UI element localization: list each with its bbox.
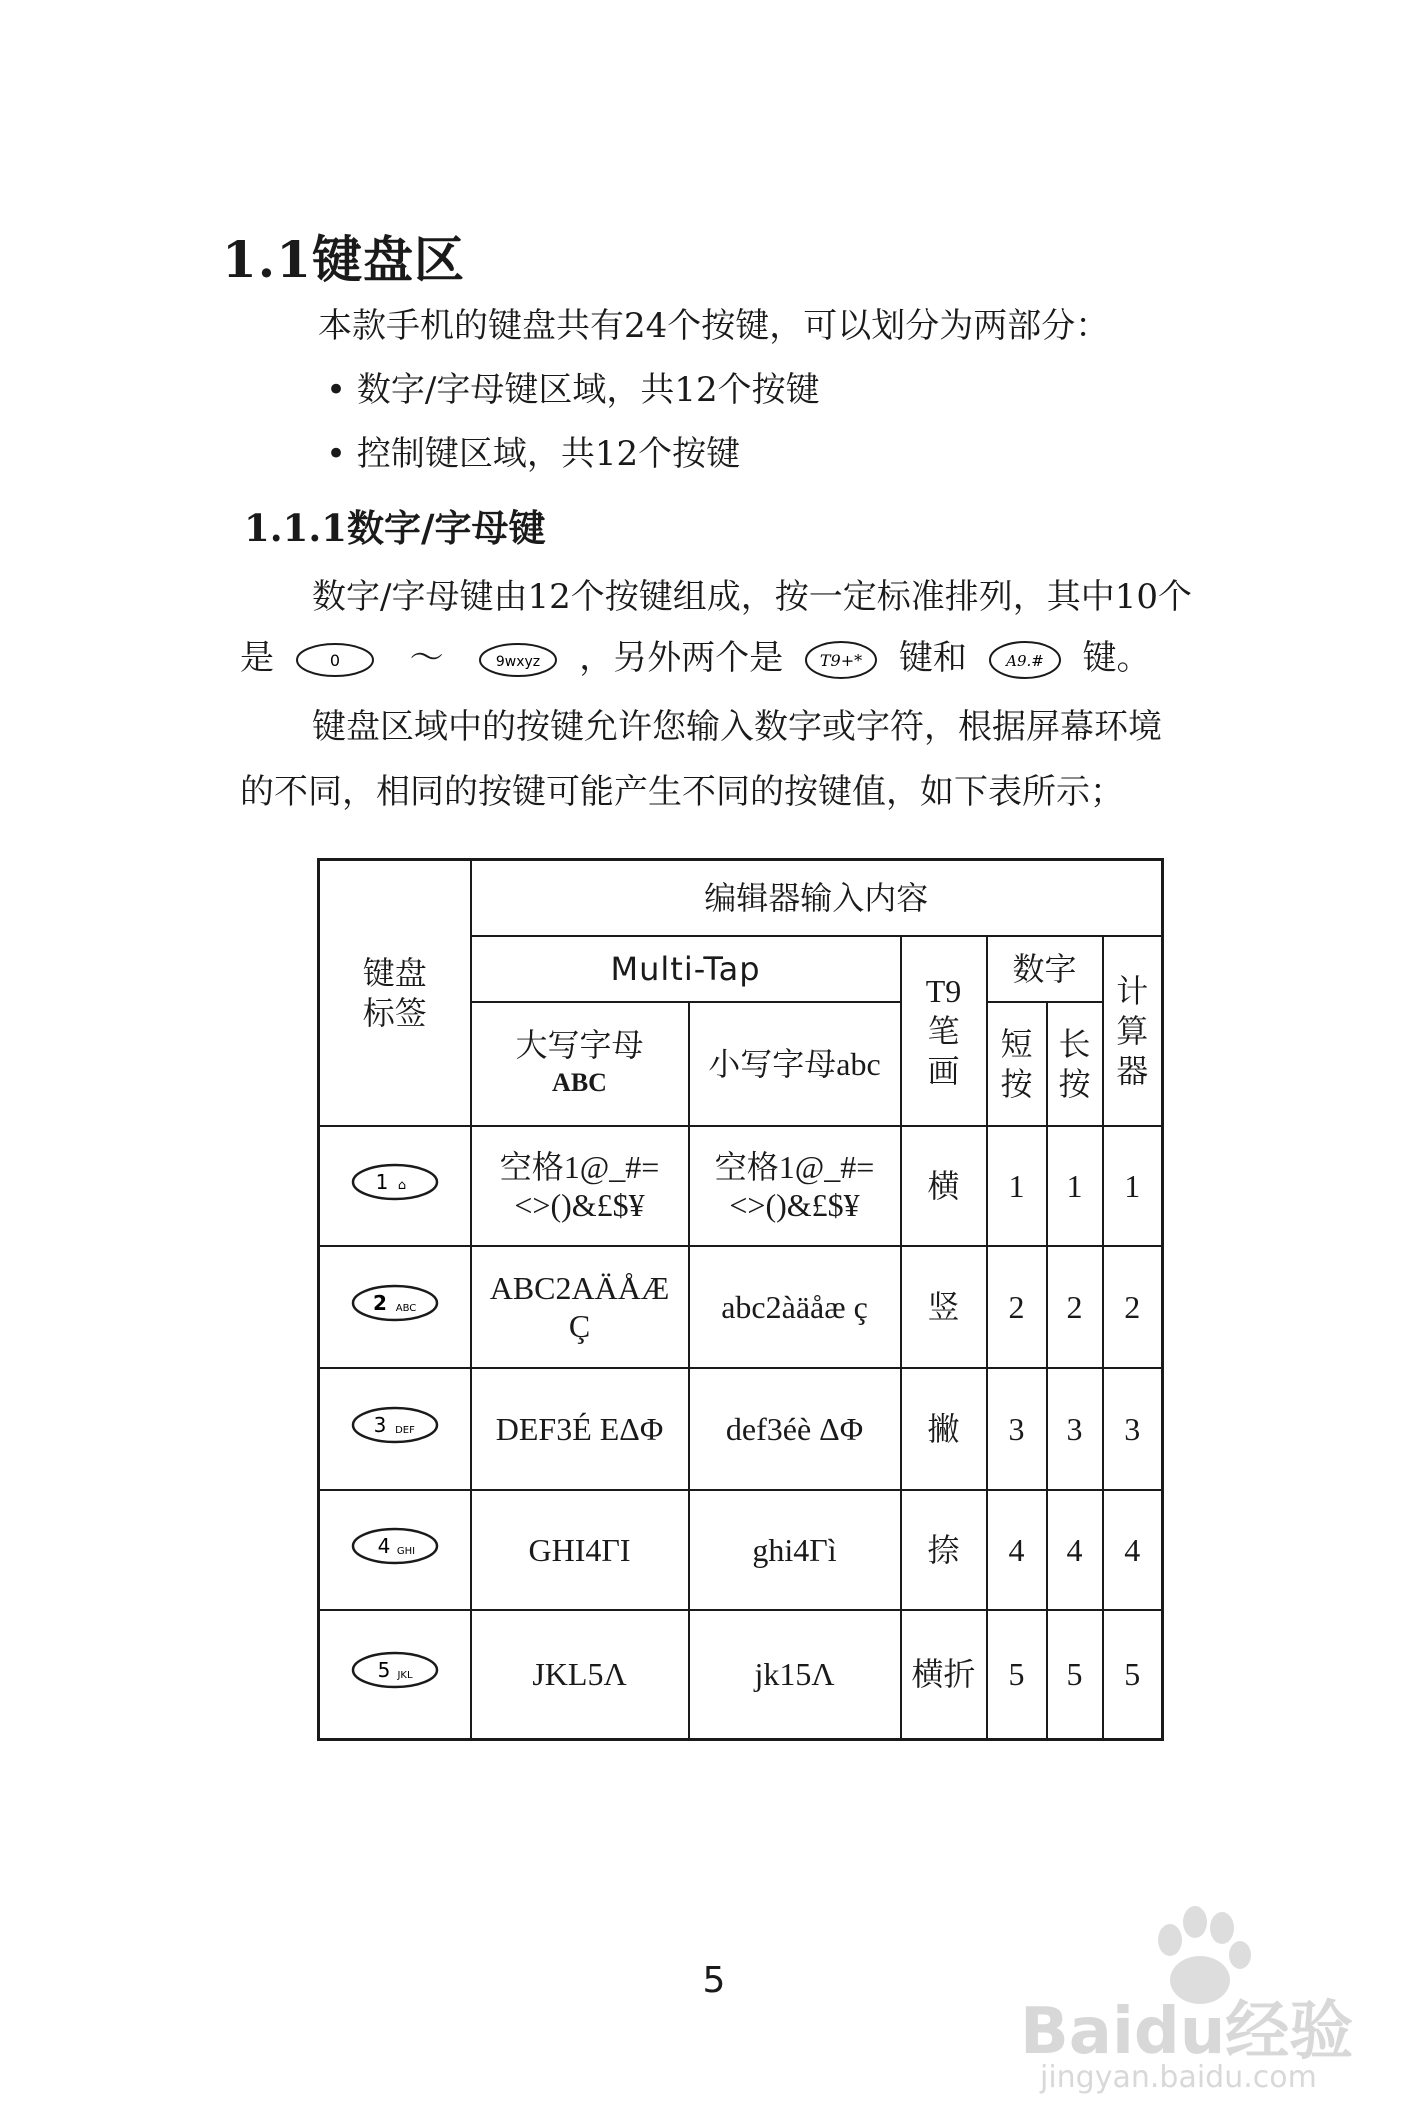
key-letters: ABC [395, 1302, 417, 1314]
cell-long: 5 [1047, 1610, 1103, 1740]
cell-upper: DEF3É EΔΦ [471, 1368, 689, 1490]
page-number: 5 [702, 1960, 726, 2001]
key-letters: ⌂ [397, 1177, 406, 1193]
header-long-press: 长按 [1047, 1002, 1103, 1126]
key-icon-cell [319, 1368, 471, 1490]
cell-lower: jk15Λ [689, 1610, 901, 1740]
paragraph-line-with-keys [240, 638, 1151, 680]
cell-upper: GHI4ΓI [471, 1490, 689, 1610]
key-icon-cell [319, 1490, 471, 1610]
header-key-label: 键盘标签 [319, 860, 471, 1126]
tilde: ～ [409, 638, 444, 678]
cell-short: 4 [987, 1490, 1047, 1610]
cell-short: 1 [987, 1126, 1047, 1246]
table-row [319, 1246, 1163, 1368]
key-0-icon [295, 642, 375, 678]
subsection-title: 1.1.1数字/字母键 [244, 506, 546, 550]
header-t9-stroke: T9笔画 [901, 936, 987, 1126]
key-number: 5 [377, 1658, 391, 1683]
cell-short: 3 [987, 1368, 1047, 1490]
cell-lower: ghi4Γì [689, 1490, 901, 1610]
table-row [319, 1368, 1163, 1490]
watermark-url: jingyan.baidu.com [1040, 2060, 1317, 2095]
paragraph-line: 键盘区域中的按键允许您输入数字或字符，根据屏幕环境 [312, 707, 1162, 747]
key-2-icon [350, 1283, 440, 1323]
cell-calc: 2 [1103, 1246, 1163, 1368]
cell-calc: 1 [1103, 1126, 1163, 1246]
key-number: 1 [375, 1169, 389, 1194]
key-letters: DEF [394, 1424, 415, 1436]
key-icon-cell [319, 1126, 471, 1246]
cell-calc: 4 [1103, 1490, 1163, 1610]
header-calculator: 计算器 [1103, 936, 1163, 1126]
key-letters: JKL [397, 1670, 413, 1682]
header-lowercase: 小写字母abc [689, 1002, 901, 1126]
key-9-icon [478, 642, 558, 678]
key-values-table [317, 858, 1164, 1741]
cell-t9: 横 [901, 1126, 987, 1246]
uppercase-sub: ABC [552, 1067, 607, 1097]
header-digits: 数字 [987, 936, 1103, 1002]
cell-long: 1 [1047, 1126, 1103, 1246]
cell-calc: 3 [1103, 1368, 1163, 1490]
bullet-item: • 数字/字母键区域，共12个按键 [326, 370, 820, 410]
text: 键和 [898, 638, 967, 678]
key-icon-cell [319, 1246, 471, 1368]
cell-short: 5 [987, 1610, 1047, 1740]
cell-long: 2 [1047, 1246, 1103, 1368]
cell-lower: 空格1@_#=<>()&£$¥ [689, 1126, 901, 1246]
key-label: A9.# [1005, 652, 1044, 670]
cell-lower: abc2àäåæ ç [689, 1246, 901, 1368]
cell-upper: JKL5Λ [471, 1610, 689, 1740]
header-multitap: Multi-Tap [471, 936, 901, 1002]
key-3-icon [350, 1405, 440, 1445]
cell-upper: 空格1@_#=<>()&£$¥ [471, 1126, 689, 1246]
key-number: 2 [372, 1290, 387, 1315]
cell-t9: 横折 [901, 1610, 987, 1740]
cell-t9: 捺 [901, 1490, 987, 1610]
table-row [319, 1126, 1163, 1246]
key-star-icon [804, 640, 878, 680]
text: 是 [240, 638, 274, 678]
paragraph-line: 数字/字母键由12个按键组成，按一定标准排列，其中10个 [312, 577, 1192, 617]
uppercase-label: 大写字母 [515, 1026, 644, 1063]
cell-lower: def3éè ΔΦ [689, 1368, 901, 1490]
bullet-item: • 控制键区域，共12个按键 [326, 434, 741, 474]
cell-t9: 撇 [901, 1368, 987, 1490]
key-5-icon [350, 1650, 440, 1690]
key-label: T9+* [819, 651, 863, 670]
cell-upper: ABC2AÄÅÆÇ [471, 1246, 689, 1368]
key-label: 9wxyz [496, 654, 541, 670]
cell-calc: 5 [1103, 1610, 1163, 1740]
table-row [319, 1490, 1163, 1610]
key-icon-cell [319, 1610, 471, 1740]
cell-t9: 竖 [901, 1246, 987, 1368]
watermark-brand: Baidu经验 [1020, 1995, 1354, 2069]
header-short-press: 短按 [987, 1002, 1047, 1126]
header-uppercase [471, 1002, 689, 1126]
key-label: 0 [329, 651, 340, 670]
section-title: 1.1键盘区 [222, 230, 465, 289]
key-hash-icon [988, 640, 1062, 680]
baidu-watermark [1020, 1900, 1420, 2100]
key-number: 4 [377, 1533, 391, 1558]
paragraph-line: 的不同，相同的按键可能产生不同的按键值，如下表所示； [240, 772, 1124, 812]
text: 键。 [1082, 638, 1151, 678]
intro-text: 本款手机的键盘共有24个按键，可以划分为两部分： [318, 306, 1110, 346]
key-number: 3 [373, 1412, 387, 1437]
cell-short: 2 [987, 1246, 1047, 1368]
cell-long: 3 [1047, 1368, 1103, 1490]
header-editor-content: 编辑器输入内容 [471, 860, 1163, 936]
table-row [319, 1610, 1163, 1740]
key-4-icon [350, 1526, 440, 1566]
text: ，另外两个是 [579, 638, 784, 678]
key-1-icon [350, 1162, 440, 1202]
cell-long: 4 [1047, 1490, 1103, 1610]
key-letters: GHI [396, 1545, 415, 1557]
